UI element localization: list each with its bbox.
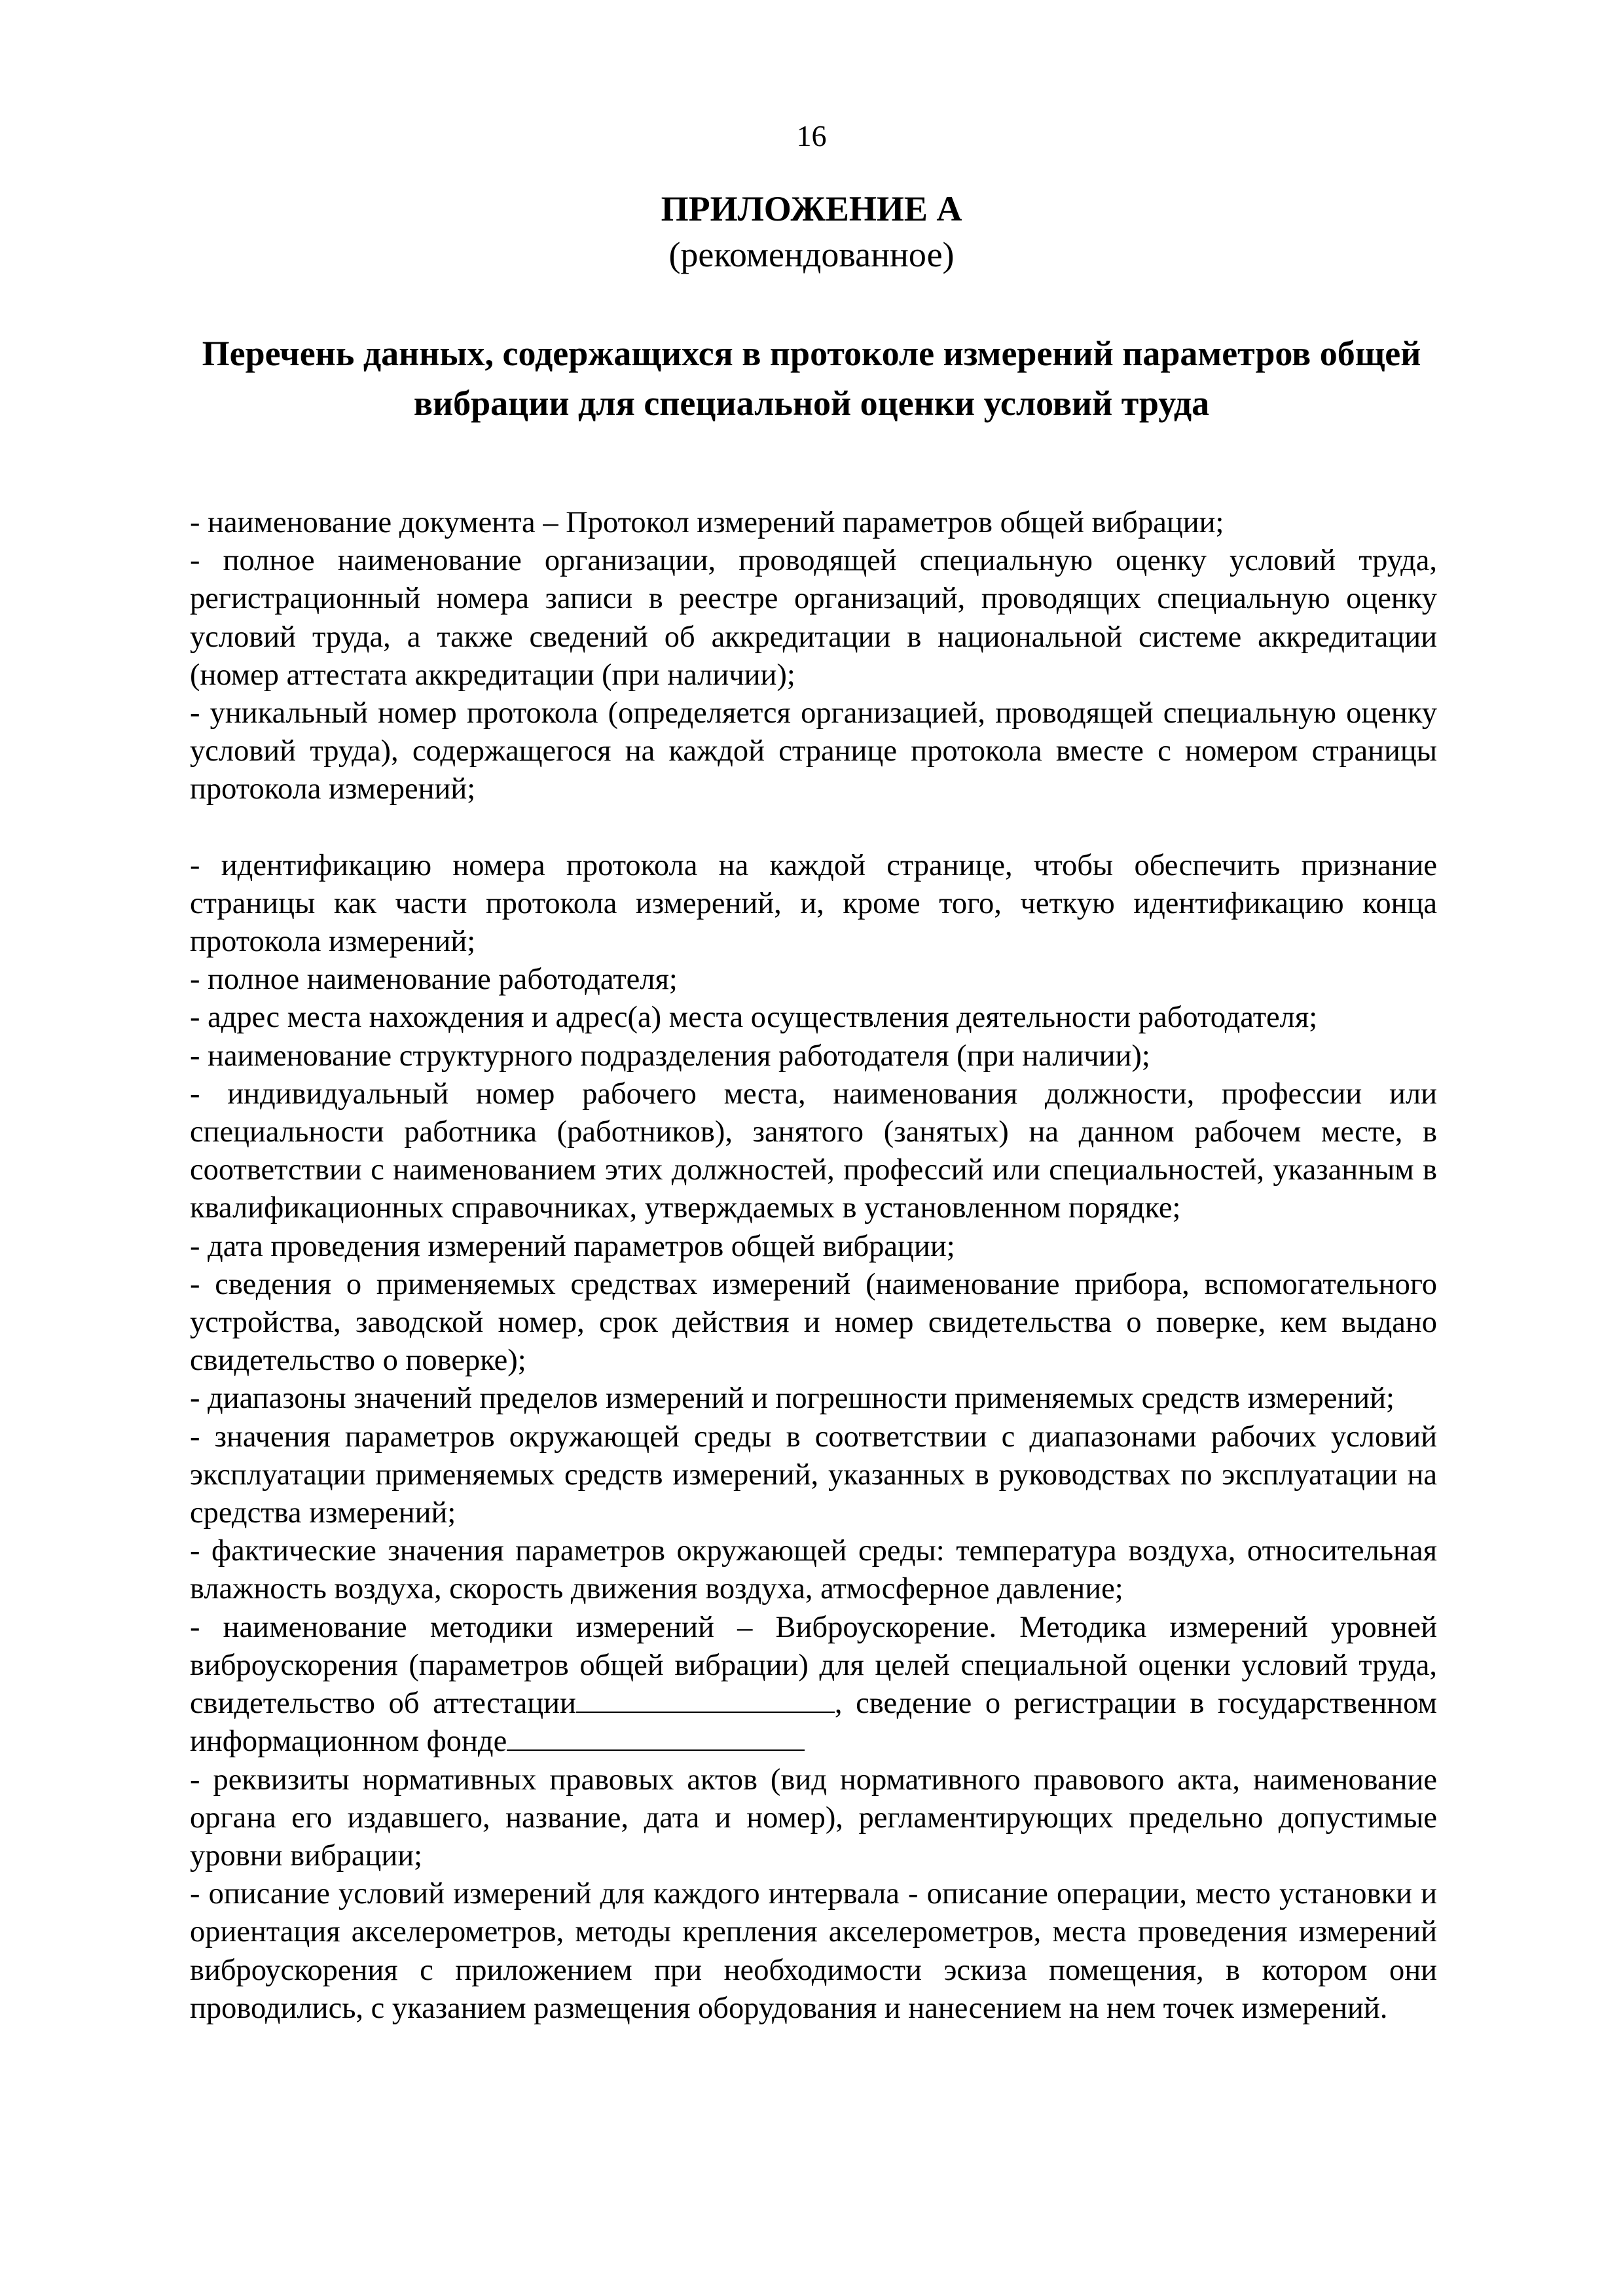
list-item: - индивидуальный номер рабочего места, наименования должности, профессии или специальности работника (работников), занятого (занятых) на данном рабочем месте, в соответствии с наименованием этих должностей, профессий или специальностей, указанным в квалификационных справочниках, утверждаемых в установленном порядке; [190, 1077, 1437, 1225]
list-item: - диапазоны значений пределов измерений и погрешности применяемых средств измерений; [190, 1382, 1395, 1416]
list-item-method [190, 1609, 1437, 1761]
document-body [190, 504, 1437, 2028]
method-text-part2: , сведение о регистрации в государственном информационном фонде [190, 1687, 1437, 1759]
list-item: - идентификацию номера протокола на каждой странице, чтобы обеспечить признание страницы как части протокола измерений, и, кроме того, четкую идентификацию конца протокола измерений; [190, 848, 1437, 959]
list-item: - фактические значения параметров окружающей среды: температура воздуха, относительная влажность воздуха, скорость движения воздуха, атмосферное давление; [190, 1534, 1437, 1606]
list-item: - наименование структурного подразделения работодателя (при наличии); [190, 1039, 1150, 1073]
list-item: - дата проведения измерений параметров общей вибрации; [190, 1229, 955, 1263]
list-item: - полное наименование работодателя; [190, 963, 678, 997]
page-number: 16 [796, 119, 827, 152]
appendix-heading [0, 186, 1623, 278]
certificate-blank-line [576, 1685, 835, 1713]
appendix-subtitle: (рекомендованное) [668, 235, 955, 274]
list-item: - наименование документа – Протокол измерений параметров общей вибрации; [190, 506, 1224, 539]
list-item: - сведения о применяемых средствах измерений (наименование прибора, вспомогательного устройства, заводской номер, срок действия и номер свидетельства о поверке, кем выдано свидетельство о поверке); [190, 1267, 1437, 1378]
list-item: - описание условий измерений для каждого интервала - описание операции, место установки и ориентация акселерометров, методы крепления акселерометров, места проведения измерений виброускорения с приложением при необходимости эскиза помещения, в котором они проводились, с указанием размещения оборудования и нанесением на нем точек измерений. [190, 1877, 1437, 2025]
list-item: - адрес места нахождения и адрес(а) места осуществления деятельности работодателя; [190, 1001, 1318, 1035]
list-title: Перечень данных, содержащихся в протоколе измерений параметров общей вибрации для специальной оценки условий труда [202, 334, 1421, 423]
list-item: - полное наименование организации, проводящей специальную оценку условий труда, регистрационный номера записи в реестре организаций, проводящих специальную оценку условий труда, а также сведений об аккредитации в национальной системе аккредитации (номер аттестата аккредитации (при наличии); [190, 544, 1437, 692]
registration-blank-line [507, 1723, 805, 1751]
list-item: - уникальный номер протокола (определяется организацией, проводящей специальную оценку условий труда), содержащегося на каждой странице протокола вместе с номером страницы протокола измерений; [190, 696, 1437, 806]
list-item: - реквизиты нормативных правовых актов (вид нормативного правового акта, наименование органа его издавшего, название, дата и номер), регламентирующих предельно допустимые уровни вибрации; [190, 1763, 1437, 1873]
list-item: - значения параметров окружающей среды в соответствии с диапазонами рабочих условий эксплуатации применяемых средств измерений, указанных в руководствах по эксплуатации на средства измерений; [190, 1420, 1437, 1530]
appendix-title: ПРИЛОЖЕНИЕ А [661, 189, 962, 228]
method-text-part1: - наименование методики измерений – Виброускорение. Методика измерений уровней виброускорения (параметров общей вибрации) для целей специальной оценки условий труда, свидетельство об аттестации [190, 1610, 1437, 1721]
